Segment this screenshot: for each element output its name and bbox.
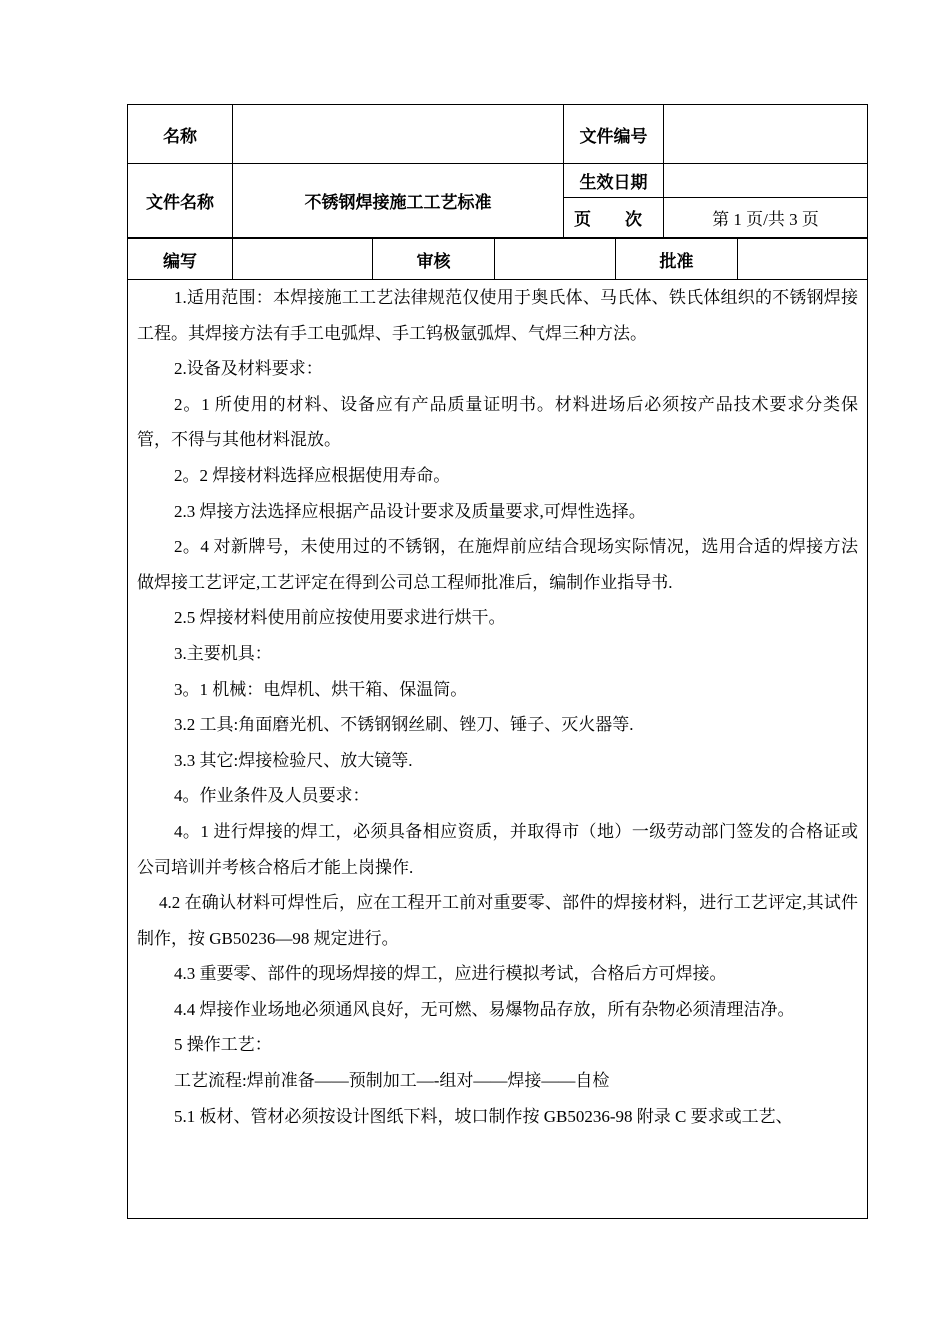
review-value	[495, 239, 615, 279]
document-body	[128, 280, 867, 1134]
file-number-value	[664, 105, 867, 163]
review-label: 审核	[416, 251, 451, 272]
paragraph: 2.5 焊接材料使用前应按使用要求进行烘干。	[174, 608, 506, 628]
paragraph: 2.设备及材料要求：	[174, 359, 323, 379]
document-page	[127, 104, 868, 1219]
effective-date-label: 生效日期	[579, 173, 648, 193]
paragraph: 3.3 其它:焊接检验尺、放大镜等.	[174, 750, 413, 770]
paragraph: 3。1 机械：电焊机、烘干箱、保温筒。	[174, 679, 468, 699]
file-number-label: 文件编号	[579, 126, 648, 147]
paragraph: 5.1 板材、管材必须按设计图纸下料，坡口制作按 GB50236-98 附录 C 要求或工艺、	[174, 1106, 793, 1126]
paragraph: 2。2 焊接材料选择应根据使用寿命。	[174, 465, 451, 485]
paragraph: 4。1 进行焊接的焊工，必须具备相应资质，并取得市（地）一级劳动部门签发的合格证或公司培训并考核合格后才能上岗操作.	[137, 821, 858, 877]
signature-row	[128, 239, 867, 279]
effective-date-value	[664, 164, 867, 197]
paragraph: 1.适用范围：本焊接施工工艺法律规范仅使用于奥氏体、马氏体、铁氏体组织的不锈钢焊接工程。其焊接方法有手工电弧焊、手工钨极氩弧焊、气焊三种方法。	[137, 288, 858, 343]
paragraph: 4.3 重要零、部件的现场焊接的焊工，应进行模拟考试，合格后方可焊接。	[174, 964, 727, 984]
page-value: 第 1 页/共 3 页	[712, 210, 819, 229]
paragraph: 3.主要机具：	[174, 643, 272, 663]
header-table	[128, 105, 867, 238]
author-value	[233, 239, 372, 279]
name-label: 名称	[163, 126, 197, 147]
paragraph: 2.3 焊接方法选择应根据产品设计要求及质量要求,可焊性选择。	[174, 501, 646, 521]
file-name-value: 不锈钢焊接施工工艺标准	[304, 193, 492, 213]
paragraph: 工艺流程:焊前准备——预制加工—-组对——焊接——自检	[174, 1071, 610, 1091]
paragraph: 5 操作工艺：	[174, 1035, 272, 1055]
page-label: 页 次	[574, 210, 642, 230]
paragraph: 4.2 在确认材料可焊性后，应在工程开工前对重要零、部件的焊接材料，进行工艺评定,其试件制作，按 GB50236—98 规定进行。	[137, 893, 858, 948]
paragraph: 3.2 工具:角面磨光机、不锈钢钢丝刷、锉刀、锤子、灭火器等.	[174, 715, 634, 735]
paragraph: 2。4 对新牌号，未使用过的不锈钢，在施焊前应结合现场实际情况，选用合适的焊接方法做焊接工艺评定,工艺评定在得到公司总工程师批准后，编制作业指导书.	[137, 537, 858, 592]
author-label: 编写	[163, 251, 197, 272]
paragraph: 2。1 所使用的材料、设备应有产品质量证明书。材料进场后必须按产品技术要求分类保管，不得与其他材料混放。	[137, 394, 858, 450]
approve-value	[738, 239, 867, 279]
paragraph: 4。作业条件及人员要求：	[174, 786, 370, 806]
file-name-label: 文件名称	[146, 193, 214, 213]
name-value	[233, 105, 563, 163]
paragraph: 4.4 焊接作业场地必须通风良好，无可燃、易爆物品存放，所有杂物必须清理洁净。	[174, 999, 795, 1019]
approve-label: 批准	[659, 251, 694, 272]
